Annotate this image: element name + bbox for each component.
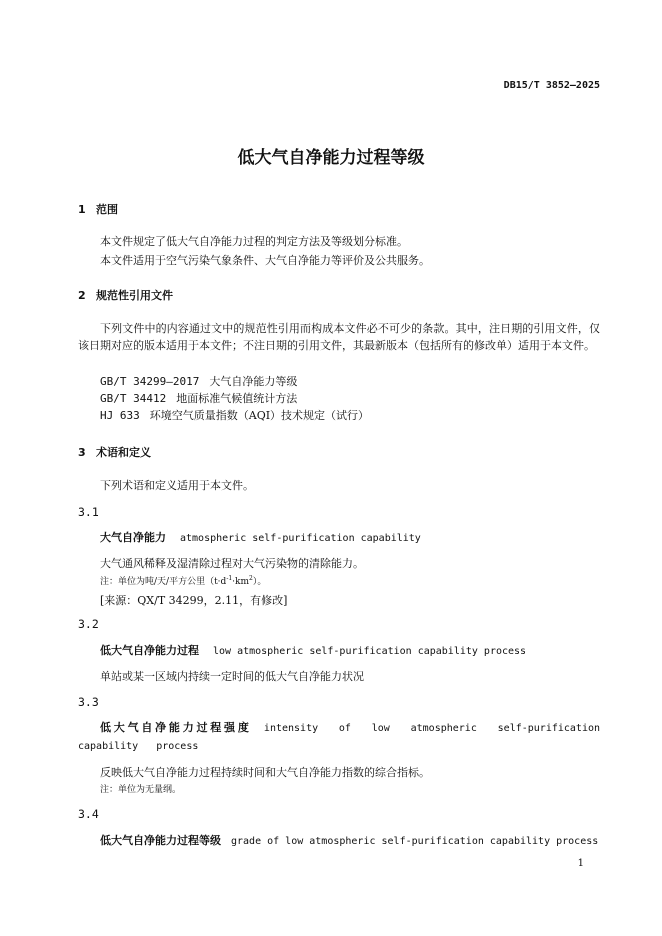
term-definition: 反映低大气自净能力过程持续时间和大气自净能力指数的综合指标。 bbox=[100, 766, 430, 779]
document-number: DB15/T 3852—2025 bbox=[503, 80, 600, 91]
term-definition: 单站或某一区域内持续一定时间的低大气自净能力状况 bbox=[100, 670, 364, 683]
section-title: 术语和定义 bbox=[96, 446, 151, 459]
reference-name: 大气自净能力等级 bbox=[209, 375, 298, 388]
paragraph: 本文件规定了低大气自净能力过程的判定方法及等级划分标准。 bbox=[100, 235, 408, 248]
page-number: 1 bbox=[577, 858, 584, 869]
term-definition: 大气通风稀释及湿清除过程对大气污染物的清除能力。 bbox=[100, 557, 364, 570]
term-note: 注：单位为无量纲。 bbox=[100, 785, 182, 795]
section-number: 1 bbox=[78, 203, 86, 216]
section-title: 范围 bbox=[96, 203, 118, 216]
paragraph: 下列文件中的内容通过文中的规范性引用而构成本文件必不可少的条款。其中，注日期的引用文件，仅该日期对应的版本适用于本文件；不注日期的引用文件，其最新版本（包括所有的修改单）适用于本文件。 bbox=[78, 322, 600, 352]
reference-code: GB/T 34412 bbox=[100, 392, 167, 405]
note-superscript: -1 bbox=[226, 575, 233, 582]
term-entry bbox=[100, 529, 421, 545]
term-chinese: 低大气自净能力过程 bbox=[100, 644, 199, 657]
note-text: ·km bbox=[232, 577, 250, 587]
section-title: 规范性引用文件 bbox=[96, 289, 173, 302]
term-chinese: 低大气自净能力过程等级 bbox=[100, 834, 221, 847]
reference-item bbox=[100, 373, 297, 389]
reference-name: 环境空气质量指数（AQI）技术规定（试行） bbox=[149, 409, 370, 422]
term-number: 3.2 bbox=[78, 617, 99, 631]
section-heading-1 bbox=[78, 201, 118, 217]
note-text: 注：单位为吨/天/平方公里（t·d bbox=[100, 577, 227, 587]
paragraph: 下列术语和定义适用于本文件。 bbox=[100, 479, 254, 492]
term-entry bbox=[78, 719, 600, 755]
term-chinese: 大气自净能力 bbox=[100, 531, 166, 544]
term-note bbox=[100, 574, 266, 587]
document-title: 低大气自净能力过程等级 bbox=[237, 148, 425, 168]
term-english: intensity of low atmospheric self-purification capability process bbox=[78, 723, 601, 752]
term-entry bbox=[100, 832, 598, 848]
term-source: [来源：QX/T 34299，2.11，有修改] bbox=[100, 594, 288, 607]
term-number: 3.1 bbox=[78, 505, 99, 519]
reference-code: HJ 633 bbox=[100, 409, 140, 422]
term-chinese: 低大气自净能力过程强度 bbox=[100, 721, 252, 734]
section-heading-2 bbox=[78, 287, 173, 303]
section-heading-3 bbox=[78, 444, 151, 460]
reference-name: 地面标准气候值统计方法 bbox=[176, 392, 298, 405]
note-superscript: 2 bbox=[249, 575, 253, 582]
term-number: 3.3 bbox=[78, 695, 99, 709]
term-english: grade of low atmospheric self-purification capability process bbox=[231, 836, 599, 847]
reference-item bbox=[100, 407, 369, 423]
term-number: 3.4 bbox=[78, 807, 99, 821]
term-english: low atmospheric self-purification capability process bbox=[213, 646, 527, 657]
section-number: 2 bbox=[78, 289, 86, 302]
paragraph: 本文件适用于空气污染气象条件、大气自净能力等评价及公共服务。 bbox=[100, 254, 430, 267]
term-english: atmospheric self-purification capability bbox=[180, 533, 421, 544]
reference-code: GB/T 34299—2017 bbox=[100, 375, 200, 388]
term-entry bbox=[100, 642, 526, 658]
section-number: 3 bbox=[78, 446, 86, 459]
note-text: ）。 bbox=[252, 577, 267, 587]
reference-item bbox=[100, 390, 297, 406]
